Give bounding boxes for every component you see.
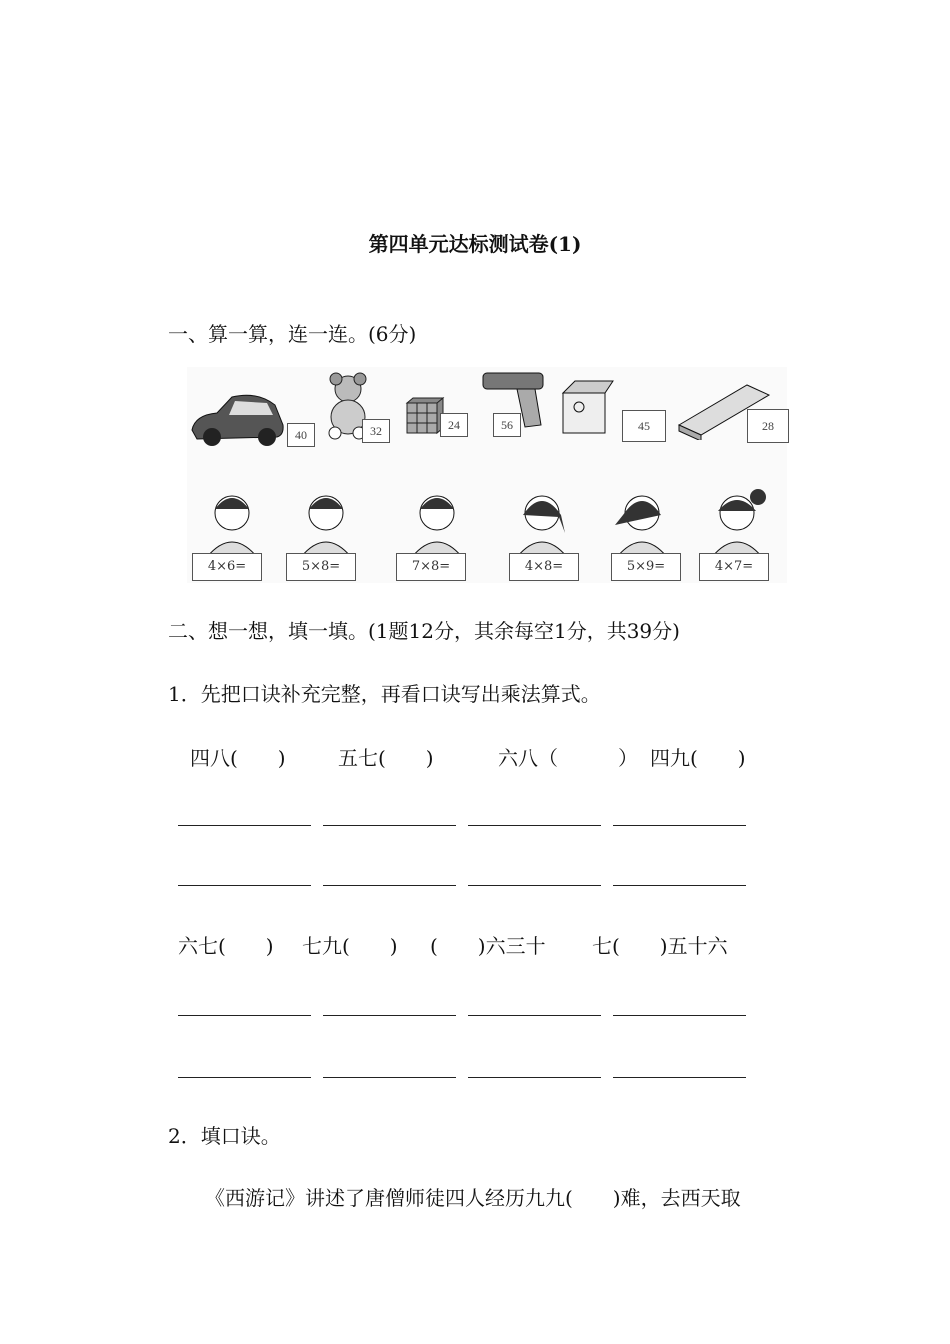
page-title: 第四单元达标测试卷(1) (368, 232, 582, 256)
mnemonic-blank: ( )六三十 (430, 934, 546, 958)
mnemonic-blank: 六七( ) (178, 934, 274, 958)
answer-line[interactable] (468, 825, 601, 826)
girl-icon (607, 487, 677, 557)
toy-price-tag: 40 (287, 423, 315, 447)
toy-price-tag: 28 (747, 409, 789, 443)
girl-icon (507, 487, 577, 557)
mnemonic-blank: 六八（ ） (498, 746, 638, 770)
answer-line[interactable] (178, 1077, 311, 1078)
answer-line[interactable] (613, 825, 746, 826)
answer-line[interactable] (323, 1015, 456, 1016)
answer-line[interactable] (323, 1077, 456, 1078)
girl-icon (702, 487, 772, 557)
rubiks-cube-icon (405, 397, 445, 437)
kid-equation: 5×9= (611, 553, 681, 581)
toy-price-tag: 45 (622, 410, 666, 442)
answer-line[interactable] (178, 1015, 311, 1016)
mnemonic-blank: 七( )五十六 (592, 934, 728, 958)
car-icon (187, 385, 287, 450)
pencil-sharpener-icon (557, 375, 617, 437)
kid-equation: 4×6= (192, 553, 262, 581)
kid-equation: 4×8= (509, 553, 579, 581)
section-2-heading: 二、想一想，填一填。(1题12分，其余每空1分，共39分) (168, 619, 680, 643)
answer-line[interactable] (613, 1077, 746, 1078)
answer-line[interactable] (323, 885, 456, 886)
boy-icon (291, 487, 361, 557)
answer-line[interactable] (178, 825, 311, 826)
question-2-text: 《西游记》讲述了唐僧师徒四人经历九九( )难，去西天取 (205, 1186, 741, 1210)
boy-icon (197, 487, 267, 557)
mnemonic-blank: 四九( ) (650, 746, 746, 770)
kid-equation: 5×8= (286, 553, 356, 581)
matching-illustration (187, 367, 787, 583)
mnemonic-blank: 四八( ) (190, 746, 286, 770)
mnemonic-blank: 五七( ) (338, 746, 434, 770)
toy-price-tag: 32 (362, 419, 390, 443)
question-1-prompt: 1．先把口诀补充完整，再看口诀写出乘法算式。 (168, 682, 601, 706)
kid-equation: 7×8= (396, 553, 466, 581)
question-2-prompt: 2．填口诀。 (168, 1124, 281, 1148)
mnemonic-blank: 七九( ) (302, 934, 398, 958)
answer-line[interactable] (178, 885, 311, 886)
toy-price-tag: 56 (493, 413, 521, 437)
answer-line[interactable] (468, 1077, 601, 1078)
toy-price-tag: 24 (440, 413, 468, 437)
section-1-heading: 一、算一算，连一连。(6分) (168, 322, 417, 346)
boy-icon (402, 487, 472, 557)
kid-equation: 4×7= (699, 553, 769, 581)
answer-line[interactable] (468, 1015, 601, 1016)
answer-line[interactable] (613, 885, 746, 886)
answer-line[interactable] (613, 1015, 746, 1016)
answer-line[interactable] (323, 825, 456, 826)
answer-line[interactable] (468, 885, 601, 886)
